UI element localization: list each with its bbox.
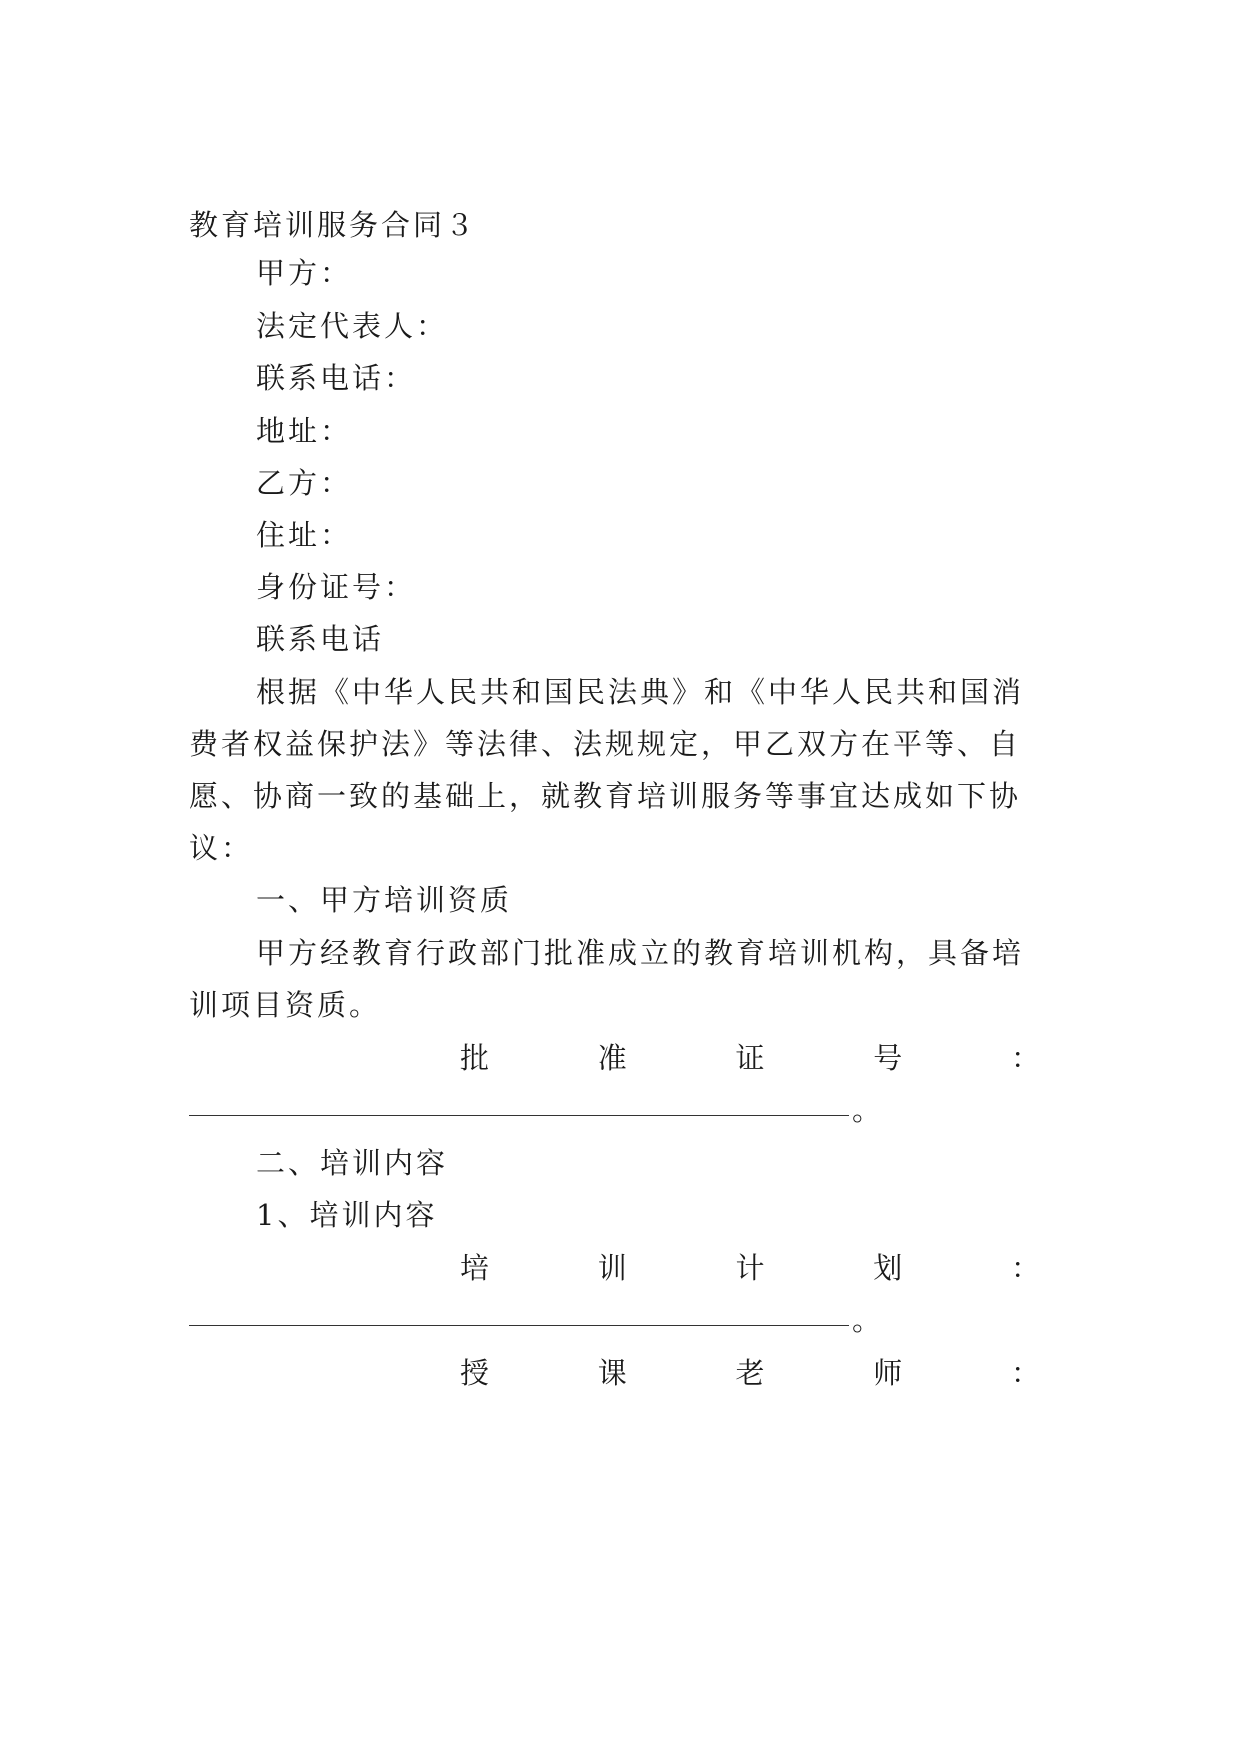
paragraph-1-line-1: 根据《中华人民共和国民法典》和《中华人民共和国消 (256, 675, 1025, 709)
plan-char: ： (1010, 1251, 1040, 1285)
teacher-char: 课 (597, 1356, 627, 1390)
section-1-line-1: 甲方经教育行政部门批准成立的教育培训机构，具备培 (256, 936, 1025, 970)
teacher-char: ： (1010, 1356, 1040, 1390)
approval-number-label (460, 1038, 1040, 1078)
approval-char: 号 (873, 1041, 903, 1075)
instructor-label (460, 1353, 1040, 1393)
plan-char: 计 (735, 1251, 765, 1285)
teacher-char: 老 (735, 1356, 765, 1390)
plan-char: 训 (597, 1251, 627, 1285)
approval-char: ： (1010, 1041, 1040, 1075)
subsection-1-heading: 1、培训内容 (256, 1198, 438, 1232)
approval-char: 批 (460, 1041, 490, 1075)
plan-char: 培 (460, 1251, 490, 1285)
party-b-phone-label: 联系电话 (256, 622, 385, 656)
plan-char: 划 (873, 1251, 903, 1285)
paragraph-1-line-3: 愿、协商一致的基础上，就教育培训服务等事宜达成如下协 (189, 779, 1022, 813)
party-b-label: 乙方： (256, 466, 353, 500)
party-b-residence-label: 住址： (256, 518, 353, 552)
training-plan-label (460, 1248, 1040, 1288)
party-a-label: 甲方： (256, 256, 353, 290)
paragraph-1-line-4: 议： (189, 831, 254, 865)
teacher-char: 授 (460, 1356, 490, 1390)
approval-period: 。 (852, 1093, 882, 1127)
section-1-heading: 一、甲方培训资质 (256, 883, 513, 917)
id-number-label: 身份证号： (256, 570, 417, 604)
teacher-char: 师 (873, 1356, 903, 1390)
section-1-line-2: 训项目资质。 (189, 988, 382, 1022)
party-a-phone-label: 联系电话： (256, 361, 417, 395)
party-a-address-label: 地址： (256, 414, 353, 448)
approval-char: 准 (597, 1041, 627, 1075)
paragraph-1-line-2: 费者权益保护法》等法律、法规规定，甲乙双方在平等、自 (189, 727, 1022, 761)
training-plan-blank (189, 1325, 849, 1326)
training-plan-period: 。 (852, 1303, 882, 1337)
approval-number-blank (189, 1115, 849, 1116)
approval-char: 证 (735, 1041, 765, 1075)
document-title: 教育培训服务合同３ (189, 208, 478, 242)
section-2-heading: 二、培训内容 (256, 1146, 449, 1180)
legal-representative-label: 法定代表人： (256, 309, 449, 343)
